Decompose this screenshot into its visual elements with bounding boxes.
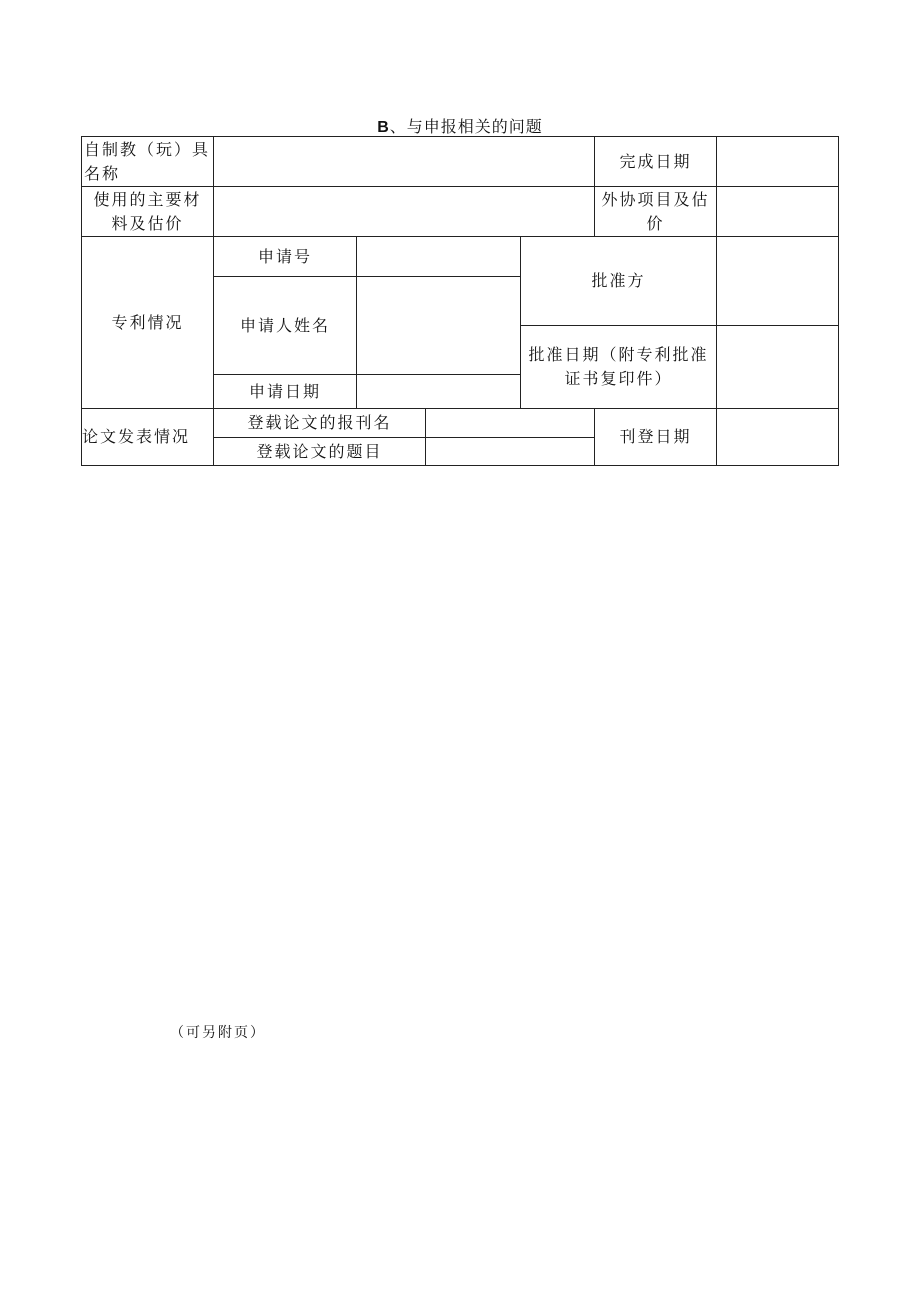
application-number-label: 申请号 (213, 236, 357, 277)
outsource-cost-field[interactable] (716, 186, 839, 237)
approval-date-field[interactable] (716, 325, 839, 409)
application-date-field[interactable] (356, 374, 521, 409)
approver-field[interactable] (716, 236, 839, 326)
approver-label: 批准方 (520, 236, 717, 326)
materials-cost-field[interactable] (213, 186, 595, 237)
outsource-cost-label: 外协项目及估价 (594, 186, 717, 237)
paper-section-label: 论文发表情况 (81, 408, 214, 466)
publish-date-label: 刊登日期 (594, 408, 717, 466)
publish-date-field[interactable] (716, 408, 839, 466)
patent-section-label: 专利情况 (81, 236, 214, 409)
paper-title-field[interactable] (425, 437, 595, 466)
application-date-label: 申请日期 (213, 374, 357, 409)
journal-name-label: 登载论文的报刊名 (213, 408, 426, 438)
section-title-text: 、与申报相关的问题 (389, 117, 543, 136)
attach-extra-page-note: （可另附页） (170, 1025, 266, 1041)
journal-name-field[interactable] (425, 408, 595, 438)
paper-title-label: 登载论文的题目 (213, 437, 426, 466)
form-section-title (0, 114, 920, 137)
applicant-name-field[interactable] (356, 276, 521, 375)
materials-cost-label: 使用的主要材料及估价 (81, 186, 214, 237)
toy-name-label: 自制教（玩）具名称 (81, 136, 214, 187)
section-prefix: B (377, 119, 390, 136)
completion-date-field[interactable] (716, 136, 839, 187)
approval-date-label: 批准日期（附专利批准证书复印件） (520, 325, 717, 409)
toy-name-field[interactable] (213, 136, 595, 187)
applicant-name-label: 申请人姓名 (213, 276, 357, 375)
application-number-field[interactable] (356, 236, 521, 277)
completion-date-label: 完成日期 (594, 136, 717, 187)
